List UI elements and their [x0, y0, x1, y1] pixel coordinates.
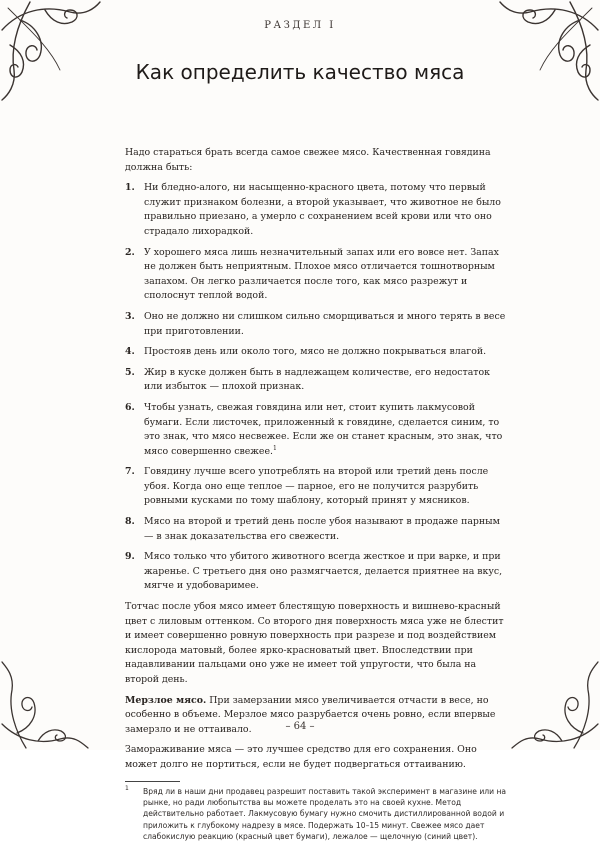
article-body: [125, 146, 510, 843]
frozen-meat-paragraph: Мерзлое мясо. При замерзании мясо увеличивается отчасти в весе, но особенно в объеме. Мерзлое мясо разрубается очень ровно, если впервые замерзло и не оттаивало.: [125, 694, 496, 735]
quality-rules-list: [125, 181, 510, 594]
list-item: 4. Простояв день или около того, мясо не должно покрываться влагой.: [125, 346, 487, 358]
corner-ornament-bottom-right: [505, 655, 600, 750]
freezing-paragraph: Замораживание мяса — это лучшее средство для его сохранения. Оно может долго не портиться, если не будет подвергаться оттаиванию.: [125, 744, 477, 770]
list-item: 7. Говядину лучше всего употреблять на второй или третий день после убоя. Когда оно еще теплое — парное, его не получится разрубить ровными кусками по тому шаблону, который принят у мясников.: [125, 466, 489, 507]
list-item: 3. Оно не должно ни слишком сильно сморщиваться и много терять в весе при приготовлении.: [125, 310, 506, 337]
page-number: – 64 –: [285, 721, 315, 732]
footnote-mark: 1: [125, 784, 129, 792]
footnote: [125, 786, 510, 843]
list-item: 1. Ни бледно-алого, ни насыщенно-красного цвета, потому что первый служит признаком болезни, а второй указывает, что животное не было правильно приезано, а умерло с сохранением всей крови или что оно страдало лихорадкой.: [125, 182, 501, 237]
corner-ornament-bottom-left: [0, 655, 95, 750]
section-label: РАЗДЕЛ I: [264, 20, 336, 31]
footnote-reference[interactable]: 1: [272, 444, 277, 452]
list-item: 8. Мясо на второй и третий день после убоя называют в продаже парным — в знак доказательства его свежести.: [125, 516, 500, 542]
frozen-meat-heading: Мерзлое мясо.: [125, 694, 207, 706]
list-item: 2. У хорошего мяса лишь незначительный запах или его вовсе нет. Запах не должен быть неприятным. Плохое мясо отличается тошнотворным запахом. Он легко различается после того, как мясо разрежут и сполоснут теплой водой.: [125, 246, 499, 302]
footnote-divider: [125, 781, 180, 782]
page-title: Как определить качество мяса: [135, 60, 465, 84]
fresh-meat-paragraph: Тотчас после убоя мясо имеет блестящую поверхность и вишнево-красный цвет с лиловым оттенком. Со второго дня поверхность мяса уже не блестит и имеет совершенно ровную поверхность при разрезе и под воздействием кислорода матовый, более ярко-красноватый цвет. Впоследствии при надавливании пальцами оно уже не имеет той упругости, что была на второй день.: [125, 601, 504, 685]
list-item: 6. Чтобы узнать, свежая говядина или нет, стоит купить лакмусовой бумаги. Если листочек, приложенный к говядине, сделается синим, то это знак, что мясо несвежее. Если же он станет красным, это знак, что мясо совершенно свежее.$^1$: [125, 401, 503, 457]
corner-ornament-top-left: [0, 0, 110, 110]
footnote-text: Вряд ли в наши дни продавец разрешит поставить такой эксперимент в магазине или на рынке, но ради любопытства вы можете проделать это на своей кухне. Метод действительно работает. Лакмусовую бумагу нужно смочить дистиллированной водой и приложить к глубокому надрезу в мясе. Подержать 10–15 минут. Свежее мясо дает слабокислую реакцию (красный цвет бумаги), лежалое — щелочную (синий цвет).: [143, 786, 507, 842]
intro-paragraph: Надо стараться брать всегда самое свежее мясо. Качественная говядина должна быть:: [125, 147, 491, 173]
list-item: 5. Жир в куске должен быть в надлежащем количестве, его недостаток или избыток — плохой признак.: [125, 366, 490, 393]
corner-ornament-top-right: [490, 0, 600, 110]
list-item: 9. Мясо только что убитого животного всегда жесткое и при варке, и при жаренье. С третьего дня оно размягчается, делается приятнее на вкус, мягче и удобоваримее.: [125, 551, 503, 592]
